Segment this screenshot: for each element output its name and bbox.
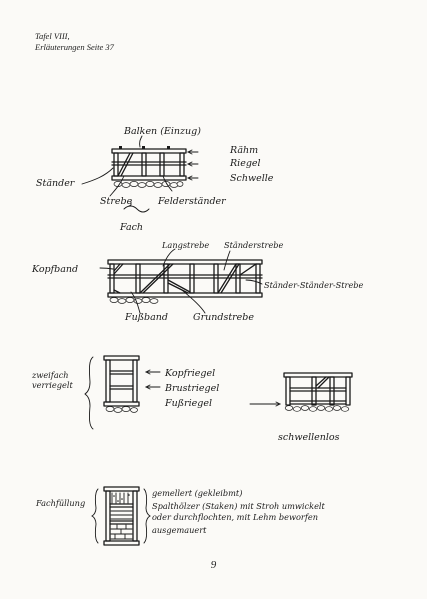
stake-infill [111, 511, 132, 519]
foundation-stones-2 [110, 298, 158, 304]
foundation-stones-4 [285, 406, 349, 412]
label-strebe: Strebe [100, 196, 133, 207]
figure-4-infill [35, 487, 326, 545]
label-zweifach: zweifach [32, 370, 69, 380]
foundation-stones-3 [106, 407, 138, 413]
label-fach: Fach [120, 222, 144, 233]
figure-3-rails [31, 356, 352, 443]
plate-number: Tafel VIII, [35, 31, 70, 41]
figure-2-braced-wall [31, 240, 364, 323]
label-fachfuellung: Fachfüllung [36, 498, 86, 508]
label-brustriegel: Brustriegel [165, 383, 220, 394]
label-riegel: Riegel [230, 158, 261, 169]
brick-infill [111, 525, 132, 539]
label-infill-line4: ausgemauert [152, 525, 207, 535]
plate-subtitle: Erläuterungen Seite 37 [35, 41, 114, 52]
label-rahm: Rähm [230, 145, 259, 156]
label-langstrebe: Langstrebe [162, 240, 210, 250]
label-schwelle: Schwelle [230, 173, 274, 184]
label-schwellenlos: schwellenlos [278, 432, 340, 443]
label-fussband: Fußband [125, 312, 169, 323]
wattle-daub-infill [112, 493, 130, 503]
label-infill-line1: gemellert (gekleibmt) [152, 488, 243, 498]
label-infill-line3: oder durchflochten, mit Lehm beworfen [152, 512, 318, 522]
label-staenderstrebe: Ständerstrebe [224, 240, 284, 250]
label-grundstrebe: Grundstrebe [193, 312, 255, 323]
label-balken: Balken (Einzug) [124, 126, 201, 137]
page-number: 9 [210, 559, 217, 571]
label-fussriegel: Fußriegel [165, 398, 212, 409]
label-kopfband: Kopfband [32, 264, 79, 275]
label-verriegelt: verriegelt [32, 380, 73, 390]
label-felderstaender: Felderständer [158, 196, 226, 207]
foundation-stones-1 [114, 181, 183, 187]
figure-1-basic-frame [36, 126, 274, 233]
label-staender: Ständer [36, 178, 75, 189]
label-kopfriegel: Kopfriegel [165, 368, 216, 379]
label-staender-staender-strebe: Ständer-Ständer-Strebe [264, 280, 364, 290]
label-infill-line2: Spalthölzer (Staken) mit Stroh umwickelt [152, 501, 325, 511]
